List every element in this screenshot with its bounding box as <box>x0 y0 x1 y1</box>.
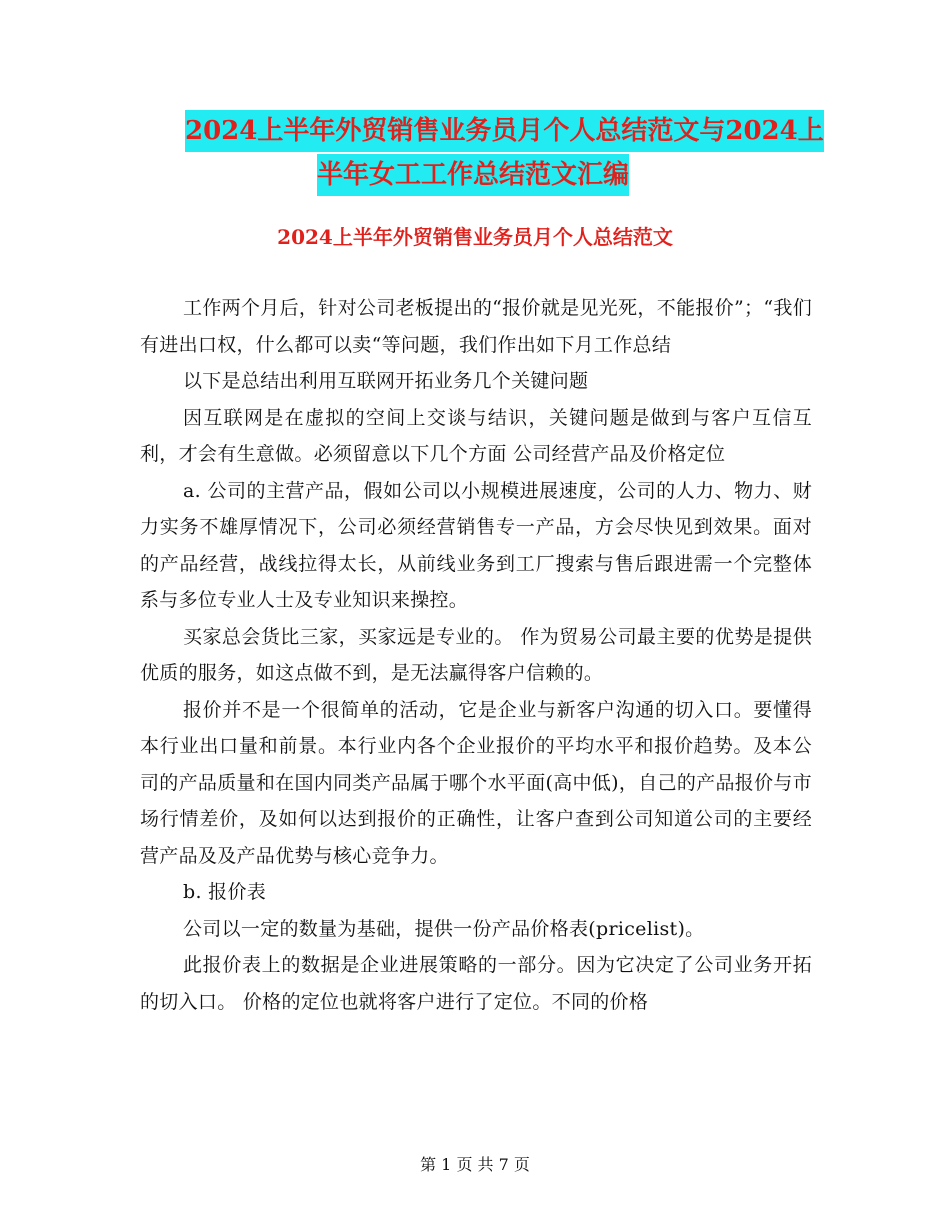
document-body <box>140 290 812 1020</box>
title-line-1: 2024上半年外贸销售业务员月个人总结范文与2024上 <box>185 110 824 152</box>
paragraph: 工作两个月后，针对公司老板提出的“报价就是见光死，不能报价”；“我们有进出口权，什么都可以卖“等问题，我们作出如下月工作总结 <box>140 297 812 356</box>
paragraph: 因互联网是在虚拟的空间上交谈与结识，关键问题是做到与客户互信互利，才会有生意做。必须留意以下几个方面 公司经营产品及价格定位 <box>140 406 812 465</box>
paragraph: a. 公司的主营产品，假如公司以小规模进展速度，公司的人力、物力、财力实务不雄厚情况下，公司必须经营销售专一产品，方会尽快见到效果。面对的产品经营，战线拉得太长，从前线业务到工厂搜索与售后跟进需一个完整体系与多位专业人士及专业知识来操控。 <box>140 479 812 611</box>
title-line-2: 半年女工工作总结范文汇编 <box>317 154 629 196</box>
paragraph: 公司以一定的数量为基础，提供一份产品价格表(pricelist)。 <box>183 917 705 940</box>
paragraph: b. 报价表 <box>183 881 267 903</box>
section-title: 2024上半年外贸销售业务员月个人总结范文 <box>277 225 673 249</box>
paragraph: 此报价表上的数据是企业进展策略的一部分。因为它决定了公司业务开拓的切入口。 价格的定位也就将客户进行了定位。不同的价格 <box>140 954 812 1013</box>
paragraph: 报价并不是一个很简单的活动，它是企业与新客户沟通的切入口。要懂得本行业出口量和前景。本行业内各个企业报价的平均水平和报价趋势。及本公司的产品质量和在国内同类产品属于哪个水平面(高中低)，自己的产品报价与市场行情差价，及如何以达到报价的正确性，让客户查到公司知道公司的主要经营产品及及产品优势与核心竞争力。 <box>140 698 812 867</box>
page-number-footer: 第 1 页 共 7 页 <box>420 1155 530 1174</box>
paragraph: 买家总会货比三家，买家远是专业的。 作为贸易公司最主要的优势是提供优质的服务，如这点做不到，是无法赢得客户信赖的。 <box>140 625 812 684</box>
paragraph: 以下是总结出利用互联网开拓业务几个关键问题 <box>183 370 589 392</box>
